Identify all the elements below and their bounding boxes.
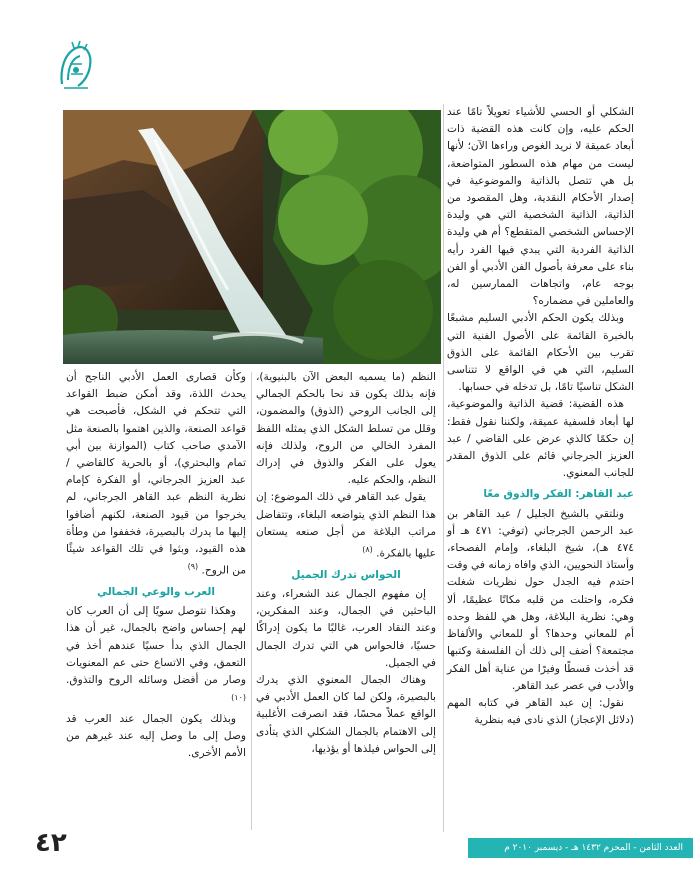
paragraph: النظم (ما يسميه البعض الآن بالبنيوية)، فإنه بذلك يكون قد نحا بالحكم الجمالي إلى الجانب الروحي (الذوق) والمضمون، وقلل من تسلط الشكل الذي يمثله اللفظ المفرد الخالي من الروح، ولذلك فإنه يعول على الفكر والذوق في إدراك النظم، والحكم عليه. <box>256 371 436 487</box>
section-heading: عبد القاهر: الفكر والذوق معًا <box>483 488 634 501</box>
footnote-ref: (٨) <box>362 545 373 555</box>
paragraph: إن مفهوم الجمال عند الشعراء، وعند الباحثين في الجمال، وعند المفكرين، وعند النقاد العرب، غالبًا ما يكون إدراكًا حسيًا، فالحواس هي التي تدرك الجمال في الجميل. <box>256 587 436 669</box>
section-heading: العرب والوعي الجمالي <box>96 585 215 598</box>
paragraph: وهناك الجمال المعنوي الذي يدرك بالبصيرة، ولكن لما كان العمل الأدبي في الواقع عملاً محسًا، فقد انصرفت الأغلبية إلى الاهتمام بالجمال الشكلي الذي يتأدى إلى الحواس فيلذها أو يؤذيها، <box>256 673 436 755</box>
magazine-logo <box>56 40 96 92</box>
paragraph <box>256 489 436 562</box>
paragraph: نقول: إن عبد القاهر في كتابه المهم (دلائل الإعجاز) الذي نادى فيه بنظرية <box>447 696 634 727</box>
paragraph <box>66 603 246 711</box>
page-number: ٤٢ <box>35 828 67 858</box>
column-middle <box>256 369 436 758</box>
paragraph: ونلتقي بالشيخ الجليل / عبد القاهر بن عبد الرحمن الجرجاني (توفي: ٤٧١ هـ أو ٤٧٤ هـ)، شيخ البلغاء، وإمام الفصحاء، وأستاذ النحويين، الذي وافاه زمانه في وقت احتدم فيه الجدل حول نظريات شغلت فكره، واحتلت من قلبه مكانًا عظيمًا، ألا وهي: نظرية البلاغة، وهل هي للفظ وحده أم للمعاني وحدها؟ أو للمعاني والألفاظ مجتمعة؟ أضف إلى ذلك أن الفلسفة وكتبها قد أخذت قسطًا وفيرًا من عناية أهل الفكر والأدب في عصر عبد القاهر. <box>447 507 634 692</box>
column-left <box>66 369 246 763</box>
footnote-ref: (١٠) <box>231 693 246 703</box>
column-right <box>447 104 634 729</box>
paragraph: الشكلي أو الحسي للأشياء تعويلاً تامًا عند الحكم عليه، وإن كانت هذه القضية ذات أبعاد عميقة لا نريد الغوص وراءها الآن؛ لأنها ليست من مهام هذه السطور المتواضعة، بل هي تتصل بالذاتية والموضوعية في إصدار الأحكام النقدية، وهل المقصود من الذاتية، الذاتية الشخصية التي هي وليدة الإحساس الشخصي المتقطع؟ أم هي وليدة الذاتية الفردية التي يبدي فيها الفرد رأيه بناء على معرفة بأصول الفن الأدبي أو الفن بوجه عام، واتجاهات الممارسين له، والعاملين في مضماره؟ <box>447 106 634 308</box>
paragraph: هذه القضية: قضية الذاتية والموضوعية، لها أبعاد فلسفية عميقة، ولكننا نقول فقط: إن حكمًا كالذي عرض على القاضي / عبد العزيز الجرجاني قائم على الذوق المقدر للجانب المعنوي. <box>447 398 634 480</box>
paragraph-text: وكأن قصارى العمل الأدبي الناجح أن يحدث اللذة، وقد أمكن ضبط القواعد التي تتحكم في الشكل، فأصبحت هي قواعد الصنعة، والذين اهتموا بالصنعة مثل الآمدي صاحب كتاب (الموازنة بين أبي تمام والبحتري)، أو بالحرية كالقاضي / عبد العزيز الجرجاني، أو الفكرة كإمام نظرية النظم عبد القاهر الجرجاني، لم يخرجوا من قيود الصنعة، لكنهم أضافوا إليها ما يدرك بالبصيرة، فخففوا من وطأة هذه القيود، وبثوا في تلك القواعد شيئًا من الروح. <box>66 371 246 577</box>
column-divider <box>443 104 444 832</box>
footnote-ref: (٩) <box>187 562 199 572</box>
column-divider <box>251 372 252 830</box>
waterfall-photo <box>63 110 441 364</box>
issue-footer: العدد الثامن - المحرم ١٤٣٢ هـ - ديسمبر ٢٠١٠ م <box>468 838 693 858</box>
paragraph <box>66 369 246 580</box>
paragraph: وبذلك يكون الجمال عند العرب قد وصل إلى ما وصل إليه عند غيرهم من الأمم الأخرى. <box>66 712 246 760</box>
paragraph-text: وهكذا نتوصل سويًا إلى أن العرب كان لهم إحساس واضح بالجمال، غير أن هذا الجمال الذي بدأ حسيًا عندهم أخذ في التعمق، وفي الاتساع حتى عم المعنويات وصار من أفضل وسائله الروح والتذوق. <box>66 605 246 686</box>
paragraph-text: يقول عبد القاهر في ذلك الموضوع: إن هذا النظم الذي يتواضعه البلغاء، وتتفاضل مراتب البلاغة من أجل صنعه يستعان عليها بالفكرة. <box>256 491 436 560</box>
section-heading: الحواس تدرك الجميل <box>291 568 401 581</box>
paragraph: وبذلك يكون الحكم الأدبي السليم مشبعًا بالخبرة القائمة على الأصول الفنية التي تقرب بين الأحكام القائمة على الذوق السليم، التي هي في الواقع لا تتناسى الشكل تناسيًا تامًا، بل تدخله في حسابها. <box>447 312 634 394</box>
